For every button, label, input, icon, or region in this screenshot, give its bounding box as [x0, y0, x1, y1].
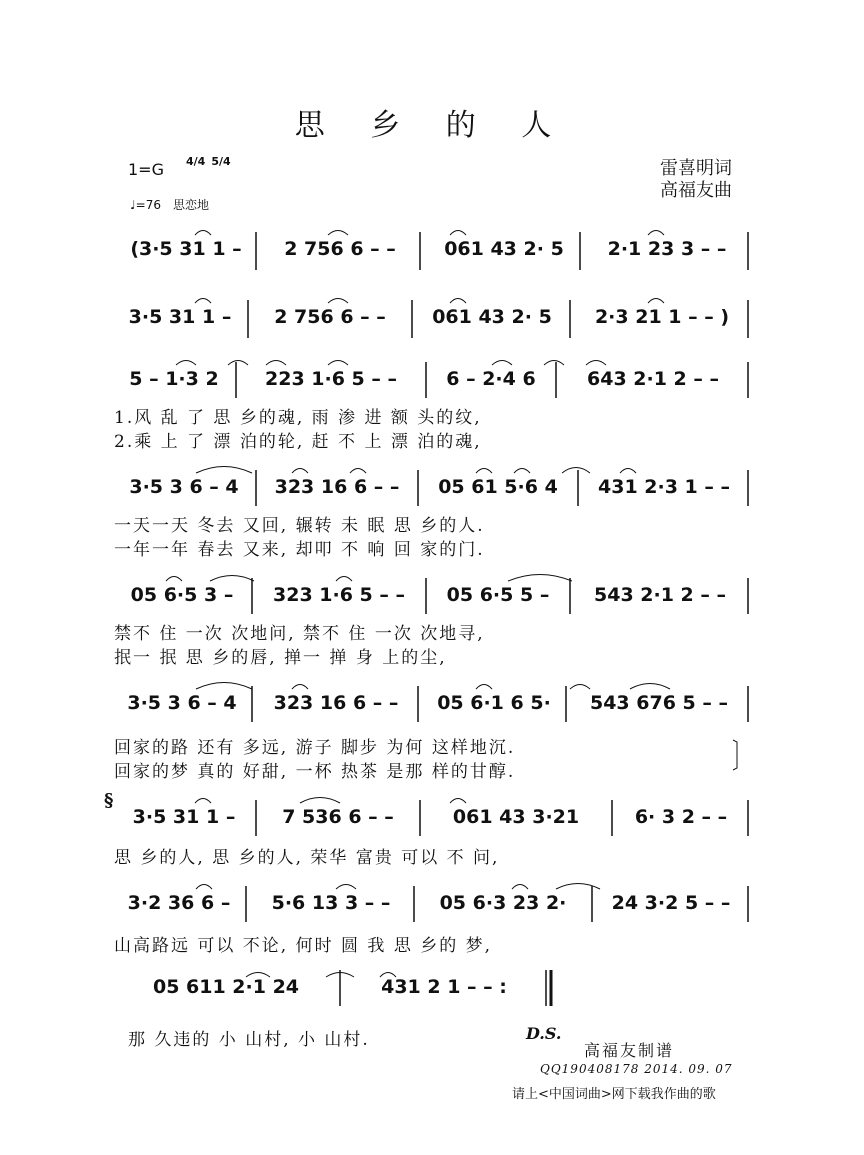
measure: 061 43 3·21: [452, 806, 580, 828]
measure: 2·1 23 3 – –: [607, 238, 727, 260]
measure: 05 6·5 5 –: [446, 584, 550, 606]
lyricist: 雷喜明词: [660, 158, 732, 179]
measure: 3·5 31 1 –: [128, 306, 232, 328]
contact-date: QQ190408178 2014. 09. 07: [540, 1062, 733, 1076]
notation-row-6: [114, 686, 754, 718]
segno-sign: §: [104, 790, 114, 811]
measure: 24 3·2 5 – –: [611, 892, 731, 914]
dal-segno: D.S.: [526, 1024, 562, 1043]
lyric-line: 抿一 抿 思 乡的唇, 掸一 掸 身 上的尘,: [114, 648, 447, 668]
transcriber: 高福友制谱: [584, 1041, 675, 1060]
lyric-line: 那 久违的 小 山村, 小 山村.: [128, 1030, 370, 1050]
notation-row-1: [114, 232, 754, 264]
measure: 05 61 5·6 4: [438, 476, 558, 498]
measure: 5·6 13 3 – –: [271, 892, 391, 914]
meter-2: 5/4: [211, 155, 231, 168]
notation-row-4: [114, 470, 754, 502]
lyric-line: 思 乡的人, 思 乡的人, 荣华 富贵 可以 不 问,: [114, 848, 500, 868]
key-signature: 1=G: [128, 160, 164, 179]
notation-row-5: [114, 578, 754, 610]
meter-1: 4/4: [186, 155, 206, 168]
footer-note: 请上<中国词曲>网下载我作曲的歌: [512, 1087, 716, 1102]
measure: 543 2·1 2 – –: [594, 584, 726, 606]
measure: 061 43 2· 5: [444, 238, 564, 260]
measure: 05 611 2·1 24: [152, 976, 300, 998]
measure: 061 43 2· 5: [432, 306, 552, 328]
measure: 643 2·1 2 – –: [587, 368, 719, 390]
measure: 223 1·6 5 – –: [265, 368, 397, 390]
measure: 05 6·1 6 5·: [437, 692, 551, 714]
lyric-line: 回家的路 还有 多远, 游子 脚步 为何 这样地沉.: [114, 738, 516, 758]
measure: 2 756 6 – –: [284, 238, 396, 260]
measure: 05 6·3 23 2·: [439, 892, 567, 914]
measure: 2·3 21 1 – – ): [594, 306, 730, 328]
notation-row-7: [114, 800, 754, 832]
lyric-line: 2.乘 上 了 漂 泊的轮, 赶 不 上 漂 泊的魂,: [114, 432, 482, 452]
tempo-marking: ♩=76 思恋地: [130, 198, 209, 212]
notation-row-9: [114, 970, 754, 1002]
measure: 3·5 31 1 –: [132, 806, 236, 828]
page-title: 思 乡 的 人: [294, 108, 570, 143]
measure: 3·5 3 6 – 4: [127, 692, 237, 714]
composer: 高福友曲: [660, 180, 732, 201]
measure: 431 2·3 1 – –: [598, 476, 730, 498]
notation-row-2: [114, 300, 754, 332]
measure: 323 16 6 – –: [273, 692, 399, 714]
measure: 3·5 3 6 – 4: [129, 476, 239, 498]
measure: 2 756 6 – –: [274, 306, 386, 328]
measure: 7 536 6 – –: [282, 806, 394, 828]
lyric-line: 回家的梦 真的 好甜, 一杯 热茶 是那 样的甘醇.: [114, 762, 516, 782]
lyric-line: 禁不 住 一次 次地问, 禁不 住 一次 次地寻,: [114, 624, 485, 644]
measure: 543 676 5 – –: [589, 692, 728, 714]
notation-row-3: [114, 362, 754, 394]
lyric-line: 山高路远 可以 不论, 何时 圆 我 思 乡的 梦,: [114, 936, 493, 956]
measure: (3·5 31 1 –: [130, 238, 242, 260]
measure: 6 – 2·4 6: [446, 368, 536, 390]
measure: 6· 3 2 – –: [634, 806, 728, 828]
lyric-line: 一年一年 春去 又来, 却叩 不 响 回 家的门.: [114, 540, 485, 560]
measure: 323 1·6 5 – –: [273, 584, 405, 606]
measure: 5 – 1·3 2: [129, 368, 219, 390]
measure: 323 16 6 – –: [274, 476, 400, 498]
measure: 431 2 1 – – :: [381, 976, 507, 998]
notation-row-8: [114, 886, 754, 918]
measure: 3·2 36 6 –: [127, 892, 231, 914]
lyric-line: 一天一天 冬去 又回, 辗转 未 眠 思 乡的人.: [114, 516, 485, 536]
measure: 05 6·5 3 –: [130, 584, 234, 606]
lyric-line: 1.风 乱 了 思 乡的魂, 雨 渗 进 额 头的纹,: [114, 408, 482, 428]
